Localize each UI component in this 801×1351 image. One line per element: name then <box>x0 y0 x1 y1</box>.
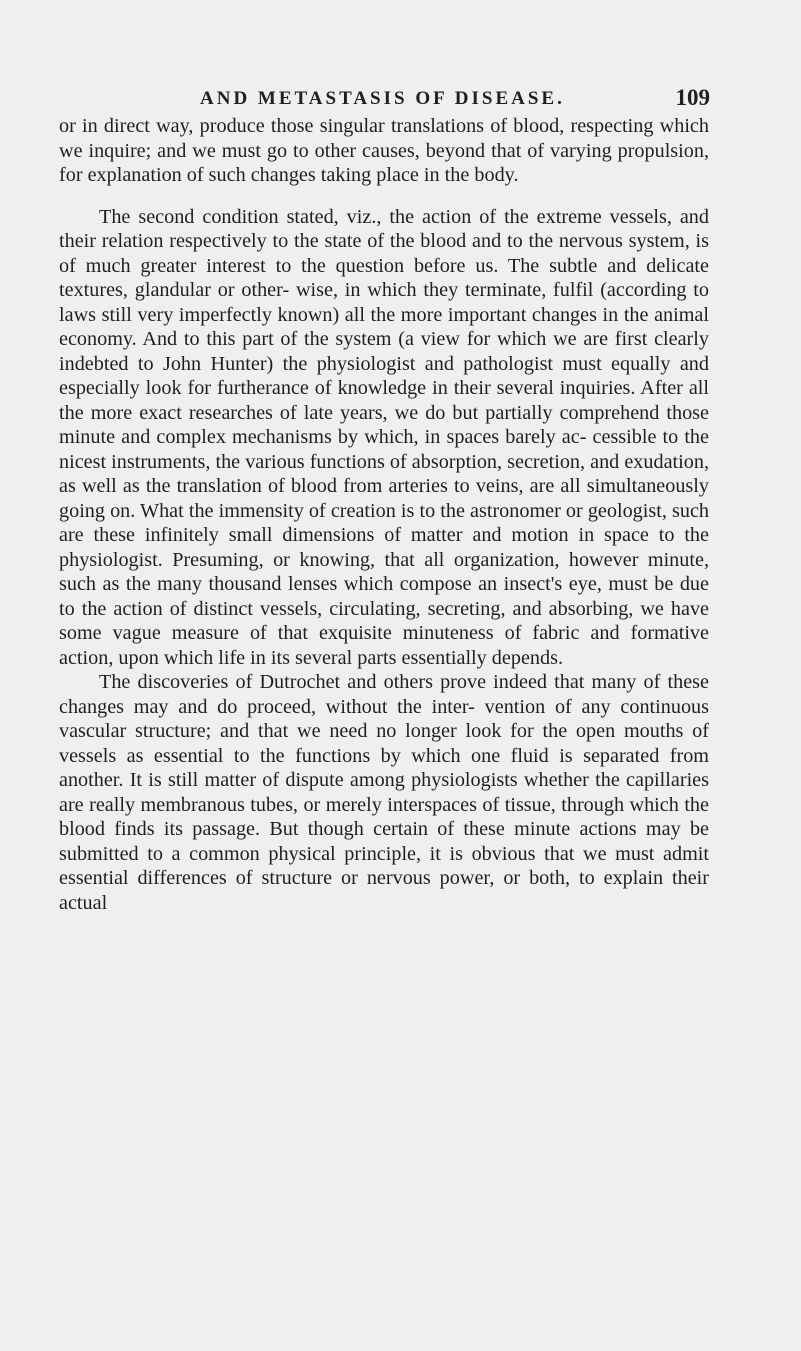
paragraph-continued: or in direct way, produce those singular translations of blood, respecting which we inquire; and we must go to other causes, beyond that of varying propulsion, for explanation of such changes taking place in the body. <box>59 115 709 186</box>
page-header <box>200 85 710 116</box>
body-text <box>59 114 709 915</box>
page-number: 109 <box>675 85 710 110</box>
paragraph-second-condition: The second condition stated, viz., the action of the extreme vessels, and their relation respectively to the state of the blood and to the nervous system, is of much greater interest to the question before us. The subtle and delicate textures, glandular or other- wise, in which they terminate, fulfil (according to laws still very imperfectly known) all the more important changes in the animal economy. And to this part of the system (a view for which we are first clearly indebted to John Hunter) the physiologist and pathologist must equally and especially look for furtherance of knowledge in their several inquiries. After all the more exact researches of late years, we do but partially comprehend those minute and complex mechanisms by which, in spaces barely ac- cessible to the nicest instruments, the various functions of absorption, secretion, and exudation, as well as the translation of blood from arteries to veins, are all simultaneously going on. What the immensity of creation is to the astronomer or geologist, such are these infinitely small dimensions of matter and motion in space to the physiologist. Presuming, or knowing, that all organization, however minute, such as the many thousand lenses which compose an insect's eye, must be due to the action of distinct vessels, circulating, secreting, and absorbing, we have some vague measure of that exquisite minuteness of fabric and formative action, upon which life in its several parts essentially depends. <box>59 205 709 669</box>
paragraph-dutrochet: The discoveries of Dutrochet and others prove indeed that many of these changes may and do proceed, without the inter- vention of any continuous vascular structure; and that we need no longer look for the open mouths of vessels as essential to the functions by which one fluid is separated from another. It is still matter of dispute among physiologists whether the capillaries are really membranous tubes, or merely interspaces of tissue, through which the blood finds its passage. But though certain of these minute actions may be submitted to a common physical principle, it is obvious that we must admit essential differences of structure or nervous power, or both, to explain their actual <box>59 671 709 914</box>
running-head: AND METASTASIS OF DISEASE. <box>200 88 565 109</box>
